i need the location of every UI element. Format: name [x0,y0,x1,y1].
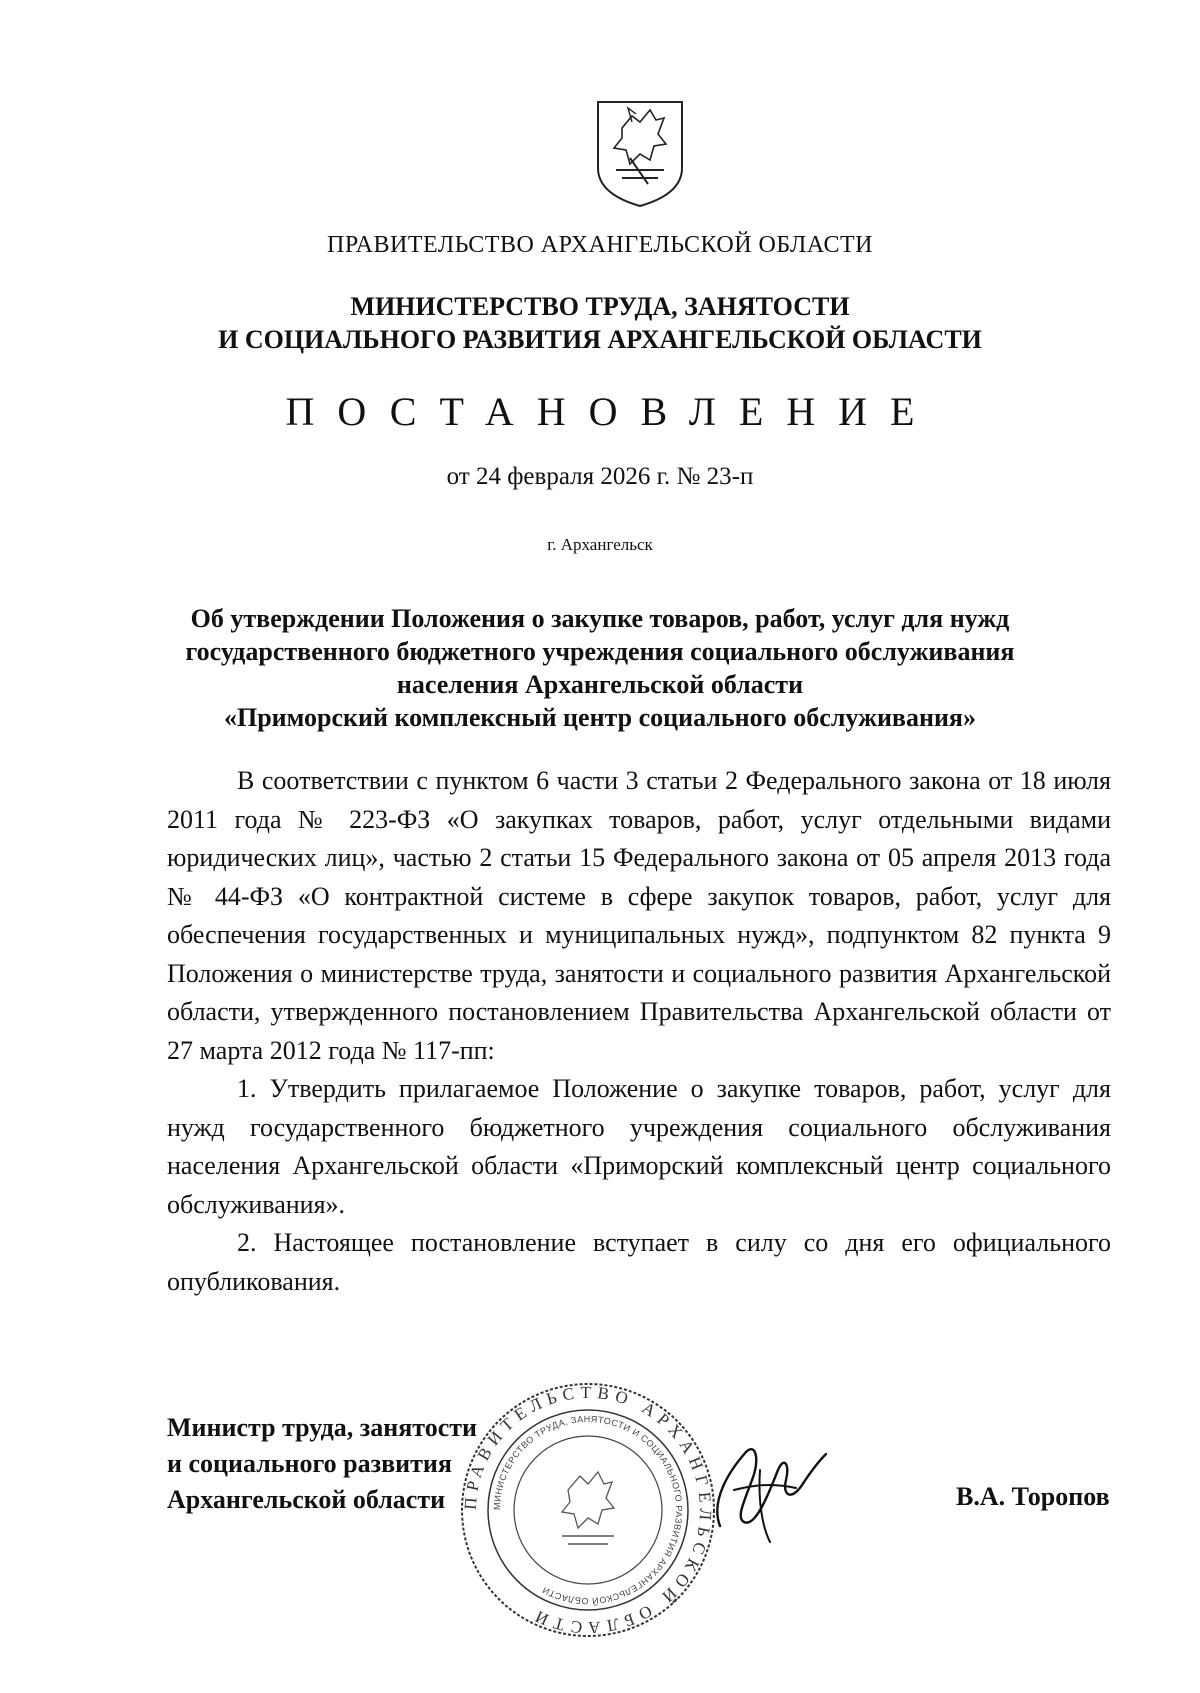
item-1-paragraph: 1. Утвердить прилагаемое Положение о закупке товаров, работ, услуг для нужд государственного бюджетного учреждения социального обслуживания населения Архангельской области «Приморский комплексный центр социального обслуживания». [167,1074,1111,1219]
ministry-title-line2: И СОЦИАЛЬНОГО РАЗВИТИЯ АРХАНГЕЛЬСКОЙ ОБЛАСТИ [218,325,982,354]
handwritten-signature-icon [700,1430,840,1550]
coat-of-arms-icon [592,98,688,210]
signatory-title-line3: Архангельской области [167,1485,446,1514]
document-type: ПОСТАНОВЛЕНИЕ [285,389,938,434]
government-title: ПРАВИТЕЛЬСТВО АРХАНГЕЛЬСКОЙ ОБЛАСТИ [327,232,873,258]
signatory-title-line1: Министр труда, занятости [167,1413,478,1442]
item-2-paragraph: 2. Настоящее постановление вступает в силу со дня его официального опубликования. [167,1228,1111,1296]
preamble-paragraph: В соответствии с пунктом 6 части 3 статьи 2 Федерального закона от 18 июля 2011 года № 223-ФЗ «О закупках товаров, работ, услуг отдельными видами юридических лиц», частью 2 статьи 15 Федерального закона от 05 апреля 2013 года № 44-ФЗ «О контрактной системе в сфере закупок товаров, работ, услуг для обеспечения государственных и муниципальных нужд», подпунктом 82 пункта 9 Положения о министерстве труда, занятости и социального развития Архангельской области, утвержденного постановлением Правительства Архангельской области от 27 марта 2012 года № 117-пп: [167,766,1111,1065]
ministry-title-line1: МИНИСТЕРСТВО ТРУДА, ЗАНЯТОСТИ [350,292,850,321]
svg-text:МИНИСТЕРСТВО ТРУДА, ЗАНЯТОСТИ [492,1414,684,1607]
stamp-inner-text: МИНИСТЕРСТВО ТРУДА, ЗАНЯТОСТИ И СОЦИАЛЬНОГО РАЗВИТИЯ АРХАНГЕЛЬСКОЙ ОБЛАСТИ [491,1413,685,1607]
date-and-number: от 24 февраля 2026 г. № 23-п [446,463,754,490]
signatory-title-line2: и социального развития [167,1449,452,1478]
subject-line1: Об утверждении Положения о закупке товаров, работ, услуг для нужд [190,604,1010,633]
document-body [167,762,1111,1301]
document-subject [0,602,1200,734]
subject-line2: государственного бюджетного учреждения социального обслуживания [185,637,1015,666]
subject-line3: населения Архангельской области [396,670,804,699]
signatory-name: В.А. Торопов [956,1482,1110,1511]
ministry-title [0,290,1200,356]
city: г. Архангельск [547,535,653,554]
stamp-outer-text: ПРАВИТЕЛЬСТВО АРХАНГЕЛЬСКОЙ ОБЛАСТИ [460,1382,716,1638]
subject-line4: «Приморский комплексный центр социального обслуживания» [223,703,976,732]
signatory-title [167,1410,477,1518]
official-seal-icon [458,1380,718,1640]
